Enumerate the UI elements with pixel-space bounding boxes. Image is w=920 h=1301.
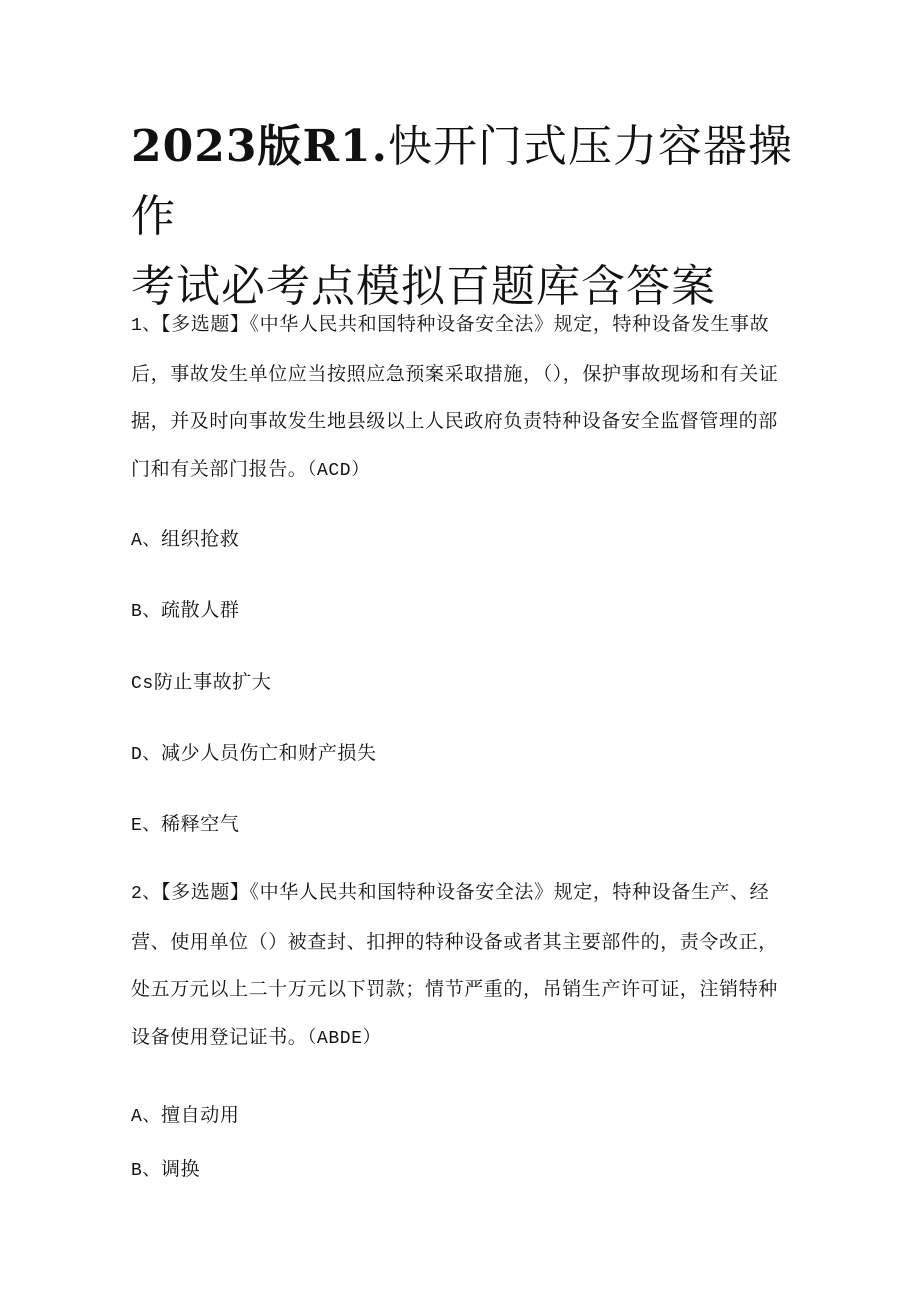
option-letter: A、 [131, 531, 162, 551]
option-letter: E、 [131, 816, 162, 836]
question-2 [131, 869, 795, 1063]
option-text: 调换 [161, 1158, 201, 1180]
option-b [131, 1155, 200, 1185]
option-text: 减少人员伤亡和财产损失 [161, 742, 377, 764]
question-answer: （ACD） [307, 460, 370, 481]
question-1 [131, 301, 795, 495]
title-line1-text: 快开门式压力容器操作 [131, 121, 793, 242]
question-text: 《中华人民共和国特种设备安全法》规定，特种设备生产、经营、使用单位（）被查封、扣押的特种设备或者其主要部件的，责令改正，处五万元以上二十万元以下罚款；情节严重的，吊销生产许可证，注销特种设备使用登记证书。 [131, 881, 778, 1048]
option-b [131, 596, 239, 626]
option-text: 防止事故扩大 [153, 671, 272, 693]
question-number: 1、 [131, 316, 162, 336]
option-letter: B、 [131, 602, 162, 622]
question-type: 【多选题】 [161, 881, 250, 903]
question-answer: （ABDE） [307, 1028, 382, 1049]
option-letter: B、 [131, 1161, 162, 1181]
option-a [131, 525, 239, 555]
option-text: 疏散人群 [161, 599, 240, 621]
option-text: 擅自动用 [161, 1104, 240, 1126]
option-e [131, 810, 239, 840]
title-prefix: 2023版R1. [131, 121, 388, 172]
question-number: 2、 [131, 884, 162, 904]
option-d [131, 739, 377, 769]
option-letter: Cs [131, 674, 154, 694]
option-text: 稀释空气 [161, 813, 240, 835]
option-letter: A、 [131, 1107, 162, 1127]
title-line2-text: 考试必考点模拟百题库含答案 [131, 261, 716, 312]
document-title [131, 112, 811, 322]
option-a [131, 1101, 239, 1131]
question-text: 《中华人民共和国特种设备安全法》规定，特种设备发生事故后，事故发生单位应当按照应急预案采取措施，（），保护事故现场和有关证据，并及时向事故发生地县级以上人民政府负责特种设备安全监督管理的部门和有关部门报告。 [131, 313, 779, 480]
option-c [131, 668, 271, 698]
option-text: 组织抢救 [161, 528, 240, 550]
question-type: 【多选题】 [161, 313, 250, 335]
option-letter: D、 [131, 745, 162, 765]
